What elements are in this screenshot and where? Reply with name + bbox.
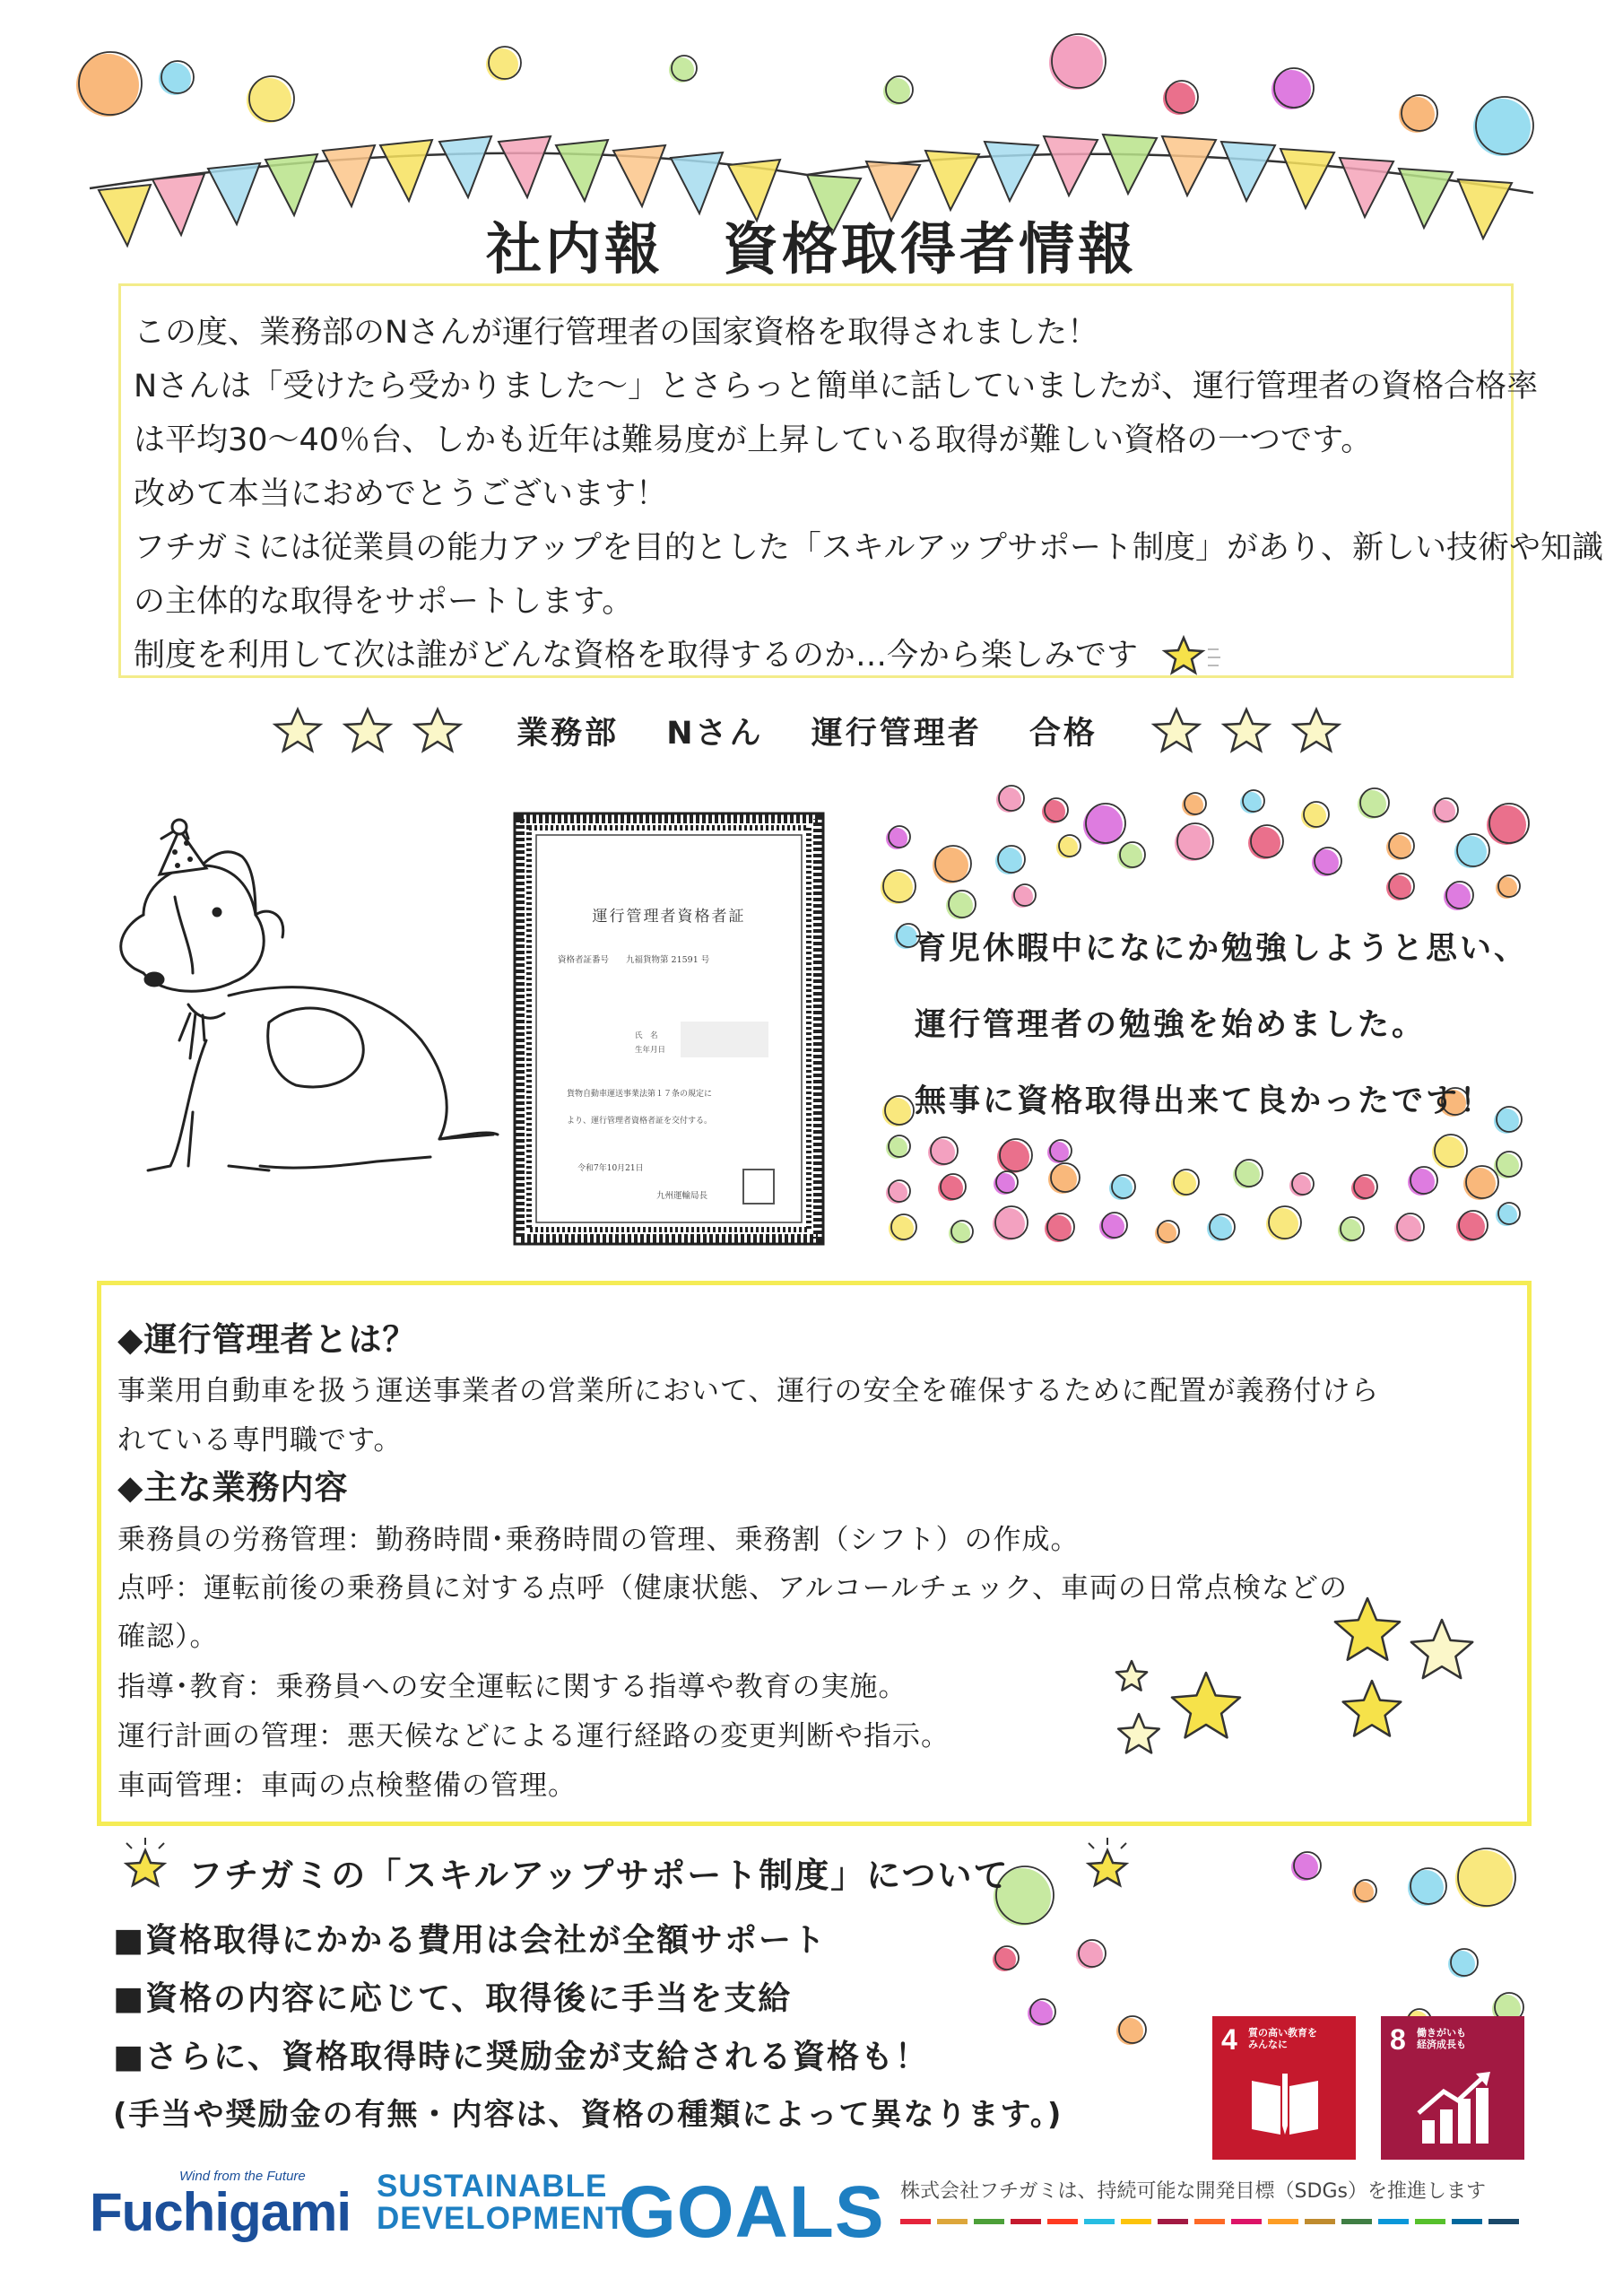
- intro-line: この度、業務部のNさんが運行管理者の国家資格を取得されました！: [134, 315, 1099, 351]
- sdg-label: [1248, 2027, 1317, 2050]
- birth-label: 生年月日: [635, 1046, 666, 1055]
- intro-line: 制度を利用して次は誰がどんな資格を取得するのか…今から楽しみです: [134, 638, 1139, 674]
- sdg-color-segment: [937, 2219, 968, 2224]
- intro-box: [118, 283, 1604, 678]
- star-icon: [341, 706, 395, 756]
- intro-line: の主体的な取得をサポートします。: [134, 584, 634, 620]
- certificate-title: 運行管理者資格者証: [592, 908, 746, 926]
- certificate-number: 資格者証番号 九福貨物第 21591 号: [558, 955, 710, 965]
- sdg-color-segment: [1121, 2219, 1151, 2224]
- bunting-flag: [439, 136, 491, 197]
- sdg-color-segment: [900, 2219, 931, 2224]
- skill-support-title: フチガミの「スキルアップサポート制度」について: [188, 1856, 1010, 1895]
- sdg-label-line: 経済成長も: [1417, 2039, 1466, 2050]
- duty-line: 車両管理：車両の点検整備の管理。: [117, 1770, 577, 1802]
- duty-line: 点呼：運転前後の乗務員に対する点呼（健康状態、アルコールチェック、車両の日常点検などの: [117, 1572, 1348, 1605]
- sdg-color-segment: [1488, 2219, 1519, 2224]
- star-icon: [1161, 634, 1233, 679]
- message-line: 運行管理者の勉強を始めました。: [915, 1007, 1427, 1043]
- skill-note: (手当や奨励金の有無・内容は、資格の種類によって異なります。): [113, 2097, 1063, 2133]
- message-line: 育児休暇中になにか勉強しようと思い、: [915, 931, 1529, 967]
- sdg-color-segment: [1378, 2219, 1409, 2224]
- sdg-number: 4: [1221, 2023, 1237, 2056]
- star-icon: [411, 706, 464, 756]
- official-seal-icon: [742, 1169, 775, 1205]
- award-banner: [269, 700, 1345, 762]
- bunting-flag: [499, 136, 551, 197]
- bunting-flag: [1044, 136, 1098, 196]
- intro-line: フチガミには従業員の能力アップを目的とした「スキルアップサポート制度」があり、新しい技術や知識: [134, 530, 1604, 566]
- star-icon: [1219, 706, 1273, 756]
- bunting-flag: [323, 145, 375, 206]
- bunting-flag: [985, 142, 1038, 201]
- star-icon: [1289, 706, 1343, 756]
- certificate-body: [567, 1081, 784, 1135]
- sdg-label-line: 働きがいも: [1417, 2027, 1466, 2039]
- intro-line: Nさんは「受けたら受かりました～」とさらっと簡単に話していましたが、運行管理者の資格合格率: [134, 369, 1539, 404]
- page-title: 社内報 資格取得者情報: [485, 216, 1137, 282]
- certificate-body-line: より、運行管理者資格者証を交付する。: [567, 1117, 713, 1126]
- award-text: 業務部 Nさん 運行管理者 合格: [516, 716, 1098, 752]
- sdg-label-line: みんなに: [1248, 2039, 1288, 2050]
- certificate-issuer: 九州運輸局長: [656, 1191, 708, 1201]
- section-heading: ◆運行管理者とは？: [117, 1320, 417, 1359]
- section-heading: ◆主な業務内容: [117, 1468, 349, 1507]
- message-line: 無事に資格取得出来て良かったです！: [915, 1083, 1495, 1119]
- duty-line: 乗務員の労務管理：勤務時間･乗務時間の管理、乗務割（シフト）の作成。: [117, 1524, 1080, 1556]
- fuchigami-logo: Fuchigami: [90, 2182, 352, 2242]
- sdg-goals-logo: GOALS: [619, 2171, 885, 2253]
- sdg-goal-4-tile: [1212, 2016, 1356, 2160]
- sparkle-star-icon: [112, 1834, 179, 1897]
- sdg-color-segment: [1047, 2219, 1078, 2224]
- sdg-color-segment: [1194, 2219, 1225, 2224]
- certificate-content: [542, 840, 796, 1217]
- bunting-flag: [613, 145, 665, 206]
- sdg-label-line: 質の高い教育を: [1248, 2027, 1317, 2039]
- skill-item: ■資格取得にかかる費用は会社が全額サポート: [113, 1922, 828, 1959]
- intro-line-last: [134, 629, 1498, 683]
- certificate-labels: [635, 1029, 665, 1057]
- duty-line: 運行計画の管理：悪天候などによる運行経路の変更判断や指示。: [117, 1720, 950, 1752]
- name-label: 氏 名: [635, 1031, 658, 1040]
- sparkle-star-icon: [1074, 1834, 1141, 1897]
- bunting-flag: [1280, 149, 1334, 208]
- sdg-color-bar: [900, 2217, 1528, 2226]
- sdg-wordmark-line: SUSTAINABLE: [377, 2169, 608, 2204]
- dog-illustration: [121, 825, 498, 1170]
- sdg-color-segment: [1084, 2219, 1115, 2224]
- duty-line: 確認）。: [117, 1621, 219, 1653]
- bunting-flag: [1221, 142, 1275, 201]
- bunting-flag: [380, 140, 432, 201]
- certificate-body-line: 貨物自動車運送事業法第１７条の規定に: [567, 1090, 713, 1099]
- certificate-image: [513, 812, 825, 1246]
- redacted-name: [681, 1022, 768, 1057]
- bunting-flag: [925, 151, 979, 210]
- sdg-goal-8-tile: [1381, 2016, 1524, 2160]
- definition-line: れている専門職です。: [117, 1424, 403, 1457]
- definition-line: 事業用自動車を扱う運送事業者の営業所において、運行の安全を確保するために配置が義務付けら: [117, 1375, 1380, 1407]
- star-icon: [271, 706, 325, 756]
- sdg-color-segment: [1341, 2219, 1372, 2224]
- growth-chart-icon: [1413, 2070, 1494, 2145]
- bunting-flag: [1103, 135, 1157, 194]
- intro-line: 改めて本当におめでとうございます！: [134, 476, 668, 512]
- sdg-color-segment: [1305, 2219, 1335, 2224]
- intro-line: は平均30～40％台、しかも近年は難易度が上昇している取得が難しい資格の一つです。: [134, 422, 1373, 458]
- sdg-label: [1417, 2027, 1466, 2050]
- sdg-color-segment: [974, 2219, 1004, 2224]
- sdg-color-segment: [1011, 2219, 1041, 2224]
- skill-item: ■資格の内容に応じて、取得後に手当を支給: [113, 1980, 793, 2017]
- bunting-flag: [556, 140, 608, 201]
- skill-item: ■さらに、資格取得時に奨励金が支給される資格も！: [113, 2039, 930, 2075]
- party-hat-icon: [160, 820, 206, 874]
- sdg-color-segment: [1158, 2219, 1188, 2224]
- sdg-color-segment: [1268, 2219, 1298, 2224]
- sdg-color-segment: [1231, 2219, 1262, 2224]
- certificate-date: 令和7年10月21日: [577, 1164, 644, 1173]
- fuchigami-tagline: Wind from the Future: [179, 2169, 306, 2184]
- info-box: [97, 1281, 1532, 1826]
- bunting-flag: [1162, 136, 1216, 196]
- sdg-statement: 株式会社フチガミは、持続可能な開発目標（SDGs）を推進します: [900, 2180, 1486, 2203]
- sdg-number: 8: [1390, 2023, 1406, 2056]
- book-icon: [1246, 2072, 1324, 2144]
- sdg-wordmark-line: DEVELOPMENT: [377, 2201, 626, 2236]
- sdg-color-segment: [1452, 2219, 1482, 2224]
- duty-line: 指導･教育：乗務員への安全運転に関する指導や教育の実施。: [117, 1671, 907, 1703]
- star-icon: [1150, 706, 1203, 756]
- sdg-color-segment: [1415, 2219, 1445, 2224]
